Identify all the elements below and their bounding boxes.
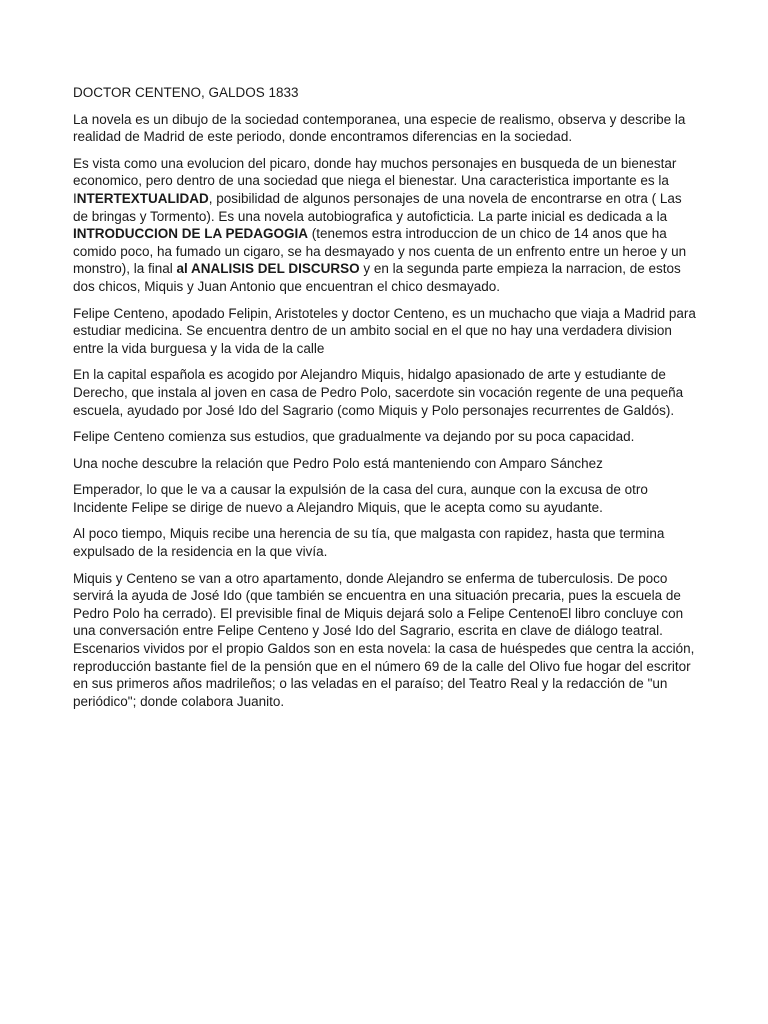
paragraph-1: La novela es un dibujo de la sociedad contemporanea, una especie de realismo, observa y describe la realidad de Madrid de este periodo, donde encontramos diferencias en la sociedad.	[73, 111, 686, 145]
paragraph-2-text-4: y en la segunda parte empieza la narracion, de estos dos chicos, Miquis y Juan Antonio que encuentran el chico desmayado.	[73, 261, 681, 294]
document-page	[73, 84, 698, 719]
paragraph-8: Al poco tiempo, Miquis recibe una herencia de su tía, que malgasta con rapidez, hasta que termina expulsado de la residencia en la que vivía.	[73, 526, 665, 560]
paragraph-2-text-1: Es vista como una evolucion del picaro, donde hay muchos personajes en busqueda de un bienestar economico, pero dentro de una sociedad que niega el bienestar. Una caracteristica importante es la I	[73, 155, 677, 206]
paragraph-2-bold-3: al ANALISIS DEL DISCURSO	[176, 261, 360, 277]
paragraph-2-bold-2: INTRODUCCION DE LA PEDAGOGIA	[73, 226, 309, 242]
paragraph-2-bold-1: NTERTEXTUALIDAD	[76, 190, 209, 206]
paragraph-4: En la capital española es acogido por Alejandro Miquis, hidalgo apasionado de arte y estudiante de Derecho, que instala al joven en casa de Pedro Polo, sacerdote sin vocación regente de una pequeña escuela, ayudado por José Ido del Sagrario (como Miquis y Polo personajes recurrentes de Galdós).	[73, 367, 684, 418]
paragraph-2-text-3: (tenemos estra introduccion de un chico de 14 anos que ha comido poco, ha fumado un cigaro, se ha desmayado y nos cuenta de un enfrento entre un heroe y un monstro), la final	[73, 226, 687, 277]
paragraph-2-text-2: , posibilidad de algunos personajes de una novela de encontrarse en otra ( Las de bringas y Tormento). Es una novela autobiografica y autoficticia. La parte inicial es dedicada a la	[73, 190, 682, 224]
document-title: DOCTOR CENTENO, GALDOS 1833	[73, 85, 299, 100]
paragraph-2	[73, 155, 698, 296]
paragraph-7: Emperador, lo que le va a causar la expulsión de la casa del cura, aunque con la excusa de otro Incidente Felipe se dirige de nuevo a Alejandro Miquis, que le acepta como su ayudante.	[73, 482, 648, 515]
paragraph-6: Una noche descubre la relación que Pedro Polo está manteniendo con Amparo Sánchez	[73, 455, 603, 471]
paragraph-5: Felipe Centeno comienza sus estudios, que gradualmente va dejando por su poca capacidad.	[73, 429, 635, 445]
paragraph-9: Miquis y Centeno se van a otro apartamento, donde Alejandro se enferma de tuberculosis. De poco servirá la ayuda de José Ido (que también se encuentra en una situación precaria, pues la escuela de Pedro Polo ha cerrado). El previsible final de Miquis dejará solo a Felipe CentenoEl libro concluye con una conversación entre Felipe Centeno y José Ido del Sagrario, escrita en clave de diálogo teatral. Escenarios vividos por el propio Galdos son en esta novela: la casa de huéspedes que centra la acción, reproducción bastante fiel de la pensión que en el número 69 de la calle del Olivo fue hogar del escritor en sus primeros años madrileños; o las veladas en el paraíso; del Teatro Real y la redacción de "un periódico"; donde colabora Juanito.	[73, 570, 695, 709]
paragraph-3: Felipe Centeno, apodado Felipin, Aristoteles y doctor Centeno, es un muchacho que viaja a Madrid para estudiar medicina. Se encuentra dentro de un ambito social en el que no hay una verdadera division entre la vida burguesa y la vida de la calle	[73, 305, 696, 356]
